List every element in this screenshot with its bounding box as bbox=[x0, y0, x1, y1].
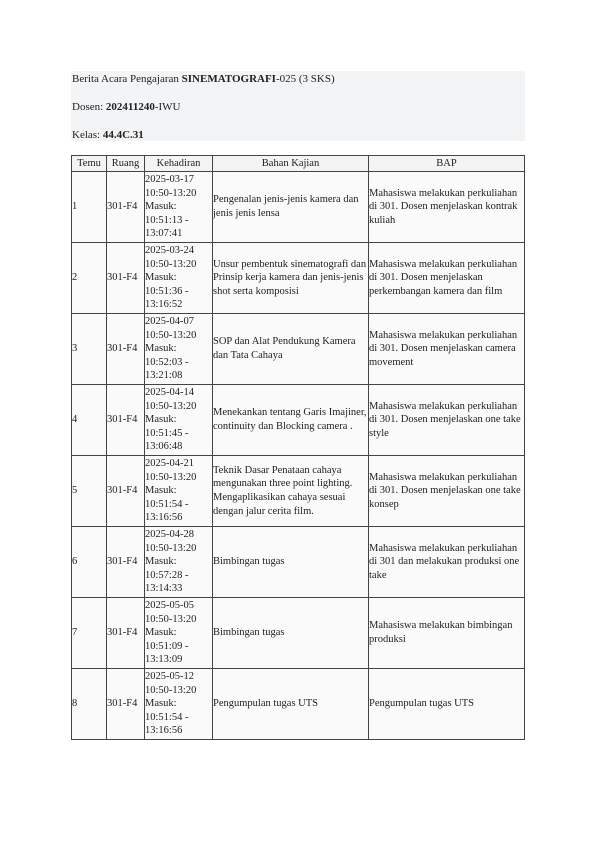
attendance-checkin-end: 13:16:56 bbox=[145, 512, 183, 524]
attendance-checkin-start: 10:51:45 - bbox=[145, 427, 189, 439]
cell-kehadiran bbox=[145, 456, 213, 527]
cell-bap: Mahasiswa melakukan perkuliahan di 301. Dosen menjelaskan perkembangan kamera dan film bbox=[369, 243, 525, 314]
attendance-schedule: 10:50-13:20 bbox=[145, 329, 197, 341]
attendance-schedule: 10:50-13:20 bbox=[145, 258, 197, 270]
cell-ruang: 301-F4 bbox=[107, 456, 145, 527]
course-title bbox=[72, 72, 335, 86]
teaching-report-table bbox=[71, 155, 525, 740]
table-row bbox=[72, 598, 525, 669]
cell-temu: 3 bbox=[72, 314, 107, 385]
attendance-checkin-start: 10:51:13 - bbox=[145, 214, 189, 226]
cell-bahan-kajian: Teknik Dasar Penataan cahaya mengunakan three point lighting. Mengaplikasikan cahaya sesuai dengan jalur cerita film. bbox=[213, 456, 369, 527]
attendance-checkin-end: 13:07:41 bbox=[145, 228, 183, 240]
lecturer-id: 202411240 bbox=[105, 101, 155, 113]
col-header-temu: Temu bbox=[72, 156, 107, 172]
cell-bap: Mahasiswa melakukan perkuliahan di 301. Dosen menjelaskan kontrak kuliah bbox=[369, 172, 525, 243]
cell-kehadiran bbox=[145, 669, 213, 740]
attendance-checkin-label: Masuk: bbox=[145, 556, 177, 568]
attendance-checkin-start: 10:52:03 - bbox=[145, 356, 189, 368]
cell-bap: Mahasiswa melakukan perkuliahan di 301 dan melakukan produksi one take bbox=[369, 527, 525, 598]
table-row bbox=[72, 314, 525, 385]
cell-ruang: 301-F4 bbox=[107, 314, 145, 385]
cell-kehadiran bbox=[145, 385, 213, 456]
attendance-date: 2025-05-12 bbox=[145, 671, 194, 683]
attendance-date: 2025-03-17 bbox=[145, 174, 194, 186]
attendance-checkin-end: 13:13:09 bbox=[145, 654, 183, 666]
course-code: -025 (3 SKS) bbox=[275, 73, 335, 85]
cell-temu: 2 bbox=[72, 243, 107, 314]
course-name: SINEMATOGRAFI bbox=[181, 73, 276, 85]
lecturer-label: Dosen: bbox=[72, 101, 106, 113]
attendance-checkin-end: 13:16:52 bbox=[145, 299, 183, 311]
attendance-date: 2025-04-14 bbox=[145, 387, 194, 399]
col-header-kehadiran: Kehadiran bbox=[145, 156, 213, 172]
table-row bbox=[72, 385, 525, 456]
cell-bahan-kajian: Pengenalan jenis-jenis kamera dan jenis jenis lensa bbox=[213, 172, 369, 243]
cell-temu: 1 bbox=[72, 172, 107, 243]
attendance-checkin-end: 13:16:56 bbox=[145, 725, 183, 737]
attendance-schedule: 10:50-13:20 bbox=[145, 613, 197, 625]
col-header-ruang: Ruang bbox=[107, 156, 145, 172]
class-line bbox=[72, 128, 144, 142]
table-header-row bbox=[72, 156, 525, 172]
attendance-checkin-start: 10:51:36 - bbox=[145, 285, 189, 297]
cell-kehadiran bbox=[145, 598, 213, 669]
attendance-date: 2025-04-28 bbox=[145, 529, 194, 541]
attendance-checkin-end: 13:14:33 bbox=[145, 583, 183, 595]
cell-bap: Mahasiswa melakukan perkuliahan di 301. Dosen menjelaskan one take konsep bbox=[369, 456, 525, 527]
attendance-checkin-label: Masuk: bbox=[145, 414, 177, 426]
attendance-schedule: 10:50-13:20 bbox=[145, 542, 197, 554]
attendance-checkin-label: Masuk: bbox=[145, 698, 177, 710]
cell-bap: Mahasiswa melakukan bimbingan produksi bbox=[369, 598, 525, 669]
attendance-schedule: 10:50-13:20 bbox=[145, 684, 197, 696]
attendance-schedule: 10:50-13:20 bbox=[145, 471, 197, 483]
cell-kehadiran bbox=[145, 527, 213, 598]
cell-bahan-kajian: SOP dan Alat Pendukung Kamera dan Tata Cahaya bbox=[213, 314, 369, 385]
cell-bahan-kajian: Unsur pembentuk sinematografi dan Prinsip kerja kamera dan jenis-jenis shot serta komposisi bbox=[213, 243, 369, 314]
cell-temu: 5 bbox=[72, 456, 107, 527]
cell-temu: 6 bbox=[72, 527, 107, 598]
cell-ruang: 301-F4 bbox=[107, 172, 145, 243]
table-row bbox=[72, 243, 525, 314]
col-header-bap: BAP bbox=[369, 156, 525, 172]
cell-bahan-kajian: Pengumpulan tugas UTS bbox=[213, 669, 369, 740]
attendance-checkin-end: 13:21:08 bbox=[145, 370, 183, 382]
attendance-checkin-label: Masuk: bbox=[145, 201, 177, 213]
attendance-checkin-start: 10:51:54 - bbox=[145, 498, 189, 510]
attendance-checkin-label: Masuk: bbox=[145, 343, 177, 355]
attendance-date: 2025-05-05 bbox=[145, 600, 194, 612]
attendance-checkin-end: 13:06:48 bbox=[145, 441, 183, 453]
cell-temu: 7 bbox=[72, 598, 107, 669]
cell-bap: Mahasiswa melakukan perkuliahan di 301. Dosen menjelaskan camera movement bbox=[369, 314, 525, 385]
col-header-bahan-kajian: Bahan Kajian bbox=[213, 156, 369, 172]
cell-ruang: 301-F4 bbox=[107, 385, 145, 456]
cell-ruang: 301-F4 bbox=[107, 598, 145, 669]
attendance-schedule: 10:50-13:20 bbox=[145, 400, 197, 412]
cell-temu: 4 bbox=[72, 385, 107, 456]
cell-temu: 8 bbox=[72, 669, 107, 740]
attendance-checkin-label: Masuk: bbox=[145, 485, 177, 497]
cell-kehadiran bbox=[145, 314, 213, 385]
table-row bbox=[72, 456, 525, 527]
attendance-checkin-start: 10:57:28 - bbox=[145, 569, 189, 581]
class-value: 44.4C.31 bbox=[102, 129, 144, 141]
attendance-date: 2025-04-21 bbox=[145, 458, 194, 470]
lecturer-code: -IWU bbox=[154, 101, 181, 113]
cell-bap: Mahasiswa melakukan perkuliahan di 301. Dosen menjelaskan one take style bbox=[369, 385, 525, 456]
table-row bbox=[72, 527, 525, 598]
attendance-checkin-start: 10:51:09 - bbox=[145, 640, 189, 652]
attendance-schedule: 10:50-13:20 bbox=[145, 187, 197, 199]
attendance-date: 2025-03-24 bbox=[145, 245, 194, 257]
cell-ruang: 301-F4 bbox=[107, 527, 145, 598]
attendance-checkin-label: Masuk: bbox=[145, 627, 177, 639]
cell-bahan-kajian: Menekankan tentang Garis Imajiner, continuity dan Blocking camera . bbox=[213, 385, 369, 456]
lecturer-line bbox=[72, 100, 180, 114]
cell-bahan-kajian: Bimbingan tugas bbox=[213, 598, 369, 669]
cell-ruang: 301-F4 bbox=[107, 669, 145, 740]
cell-bap: Pengumpulan tugas UTS bbox=[369, 669, 525, 740]
cell-kehadiran bbox=[145, 172, 213, 243]
attendance-checkin-start: 10:51:54 - bbox=[145, 711, 189, 723]
attendance-checkin-label: Masuk: bbox=[145, 272, 177, 284]
cell-ruang: 301-F4 bbox=[107, 243, 145, 314]
title-prefix: Berita Acara Pengajaran bbox=[72, 73, 182, 85]
cell-kehadiran bbox=[145, 243, 213, 314]
class-label: Kelas: bbox=[72, 129, 103, 141]
table-row bbox=[72, 669, 525, 740]
table-row bbox=[72, 172, 525, 243]
cell-bahan-kajian: Bimbingan tugas bbox=[213, 527, 369, 598]
attendance-date: 2025-04-07 bbox=[145, 316, 194, 328]
